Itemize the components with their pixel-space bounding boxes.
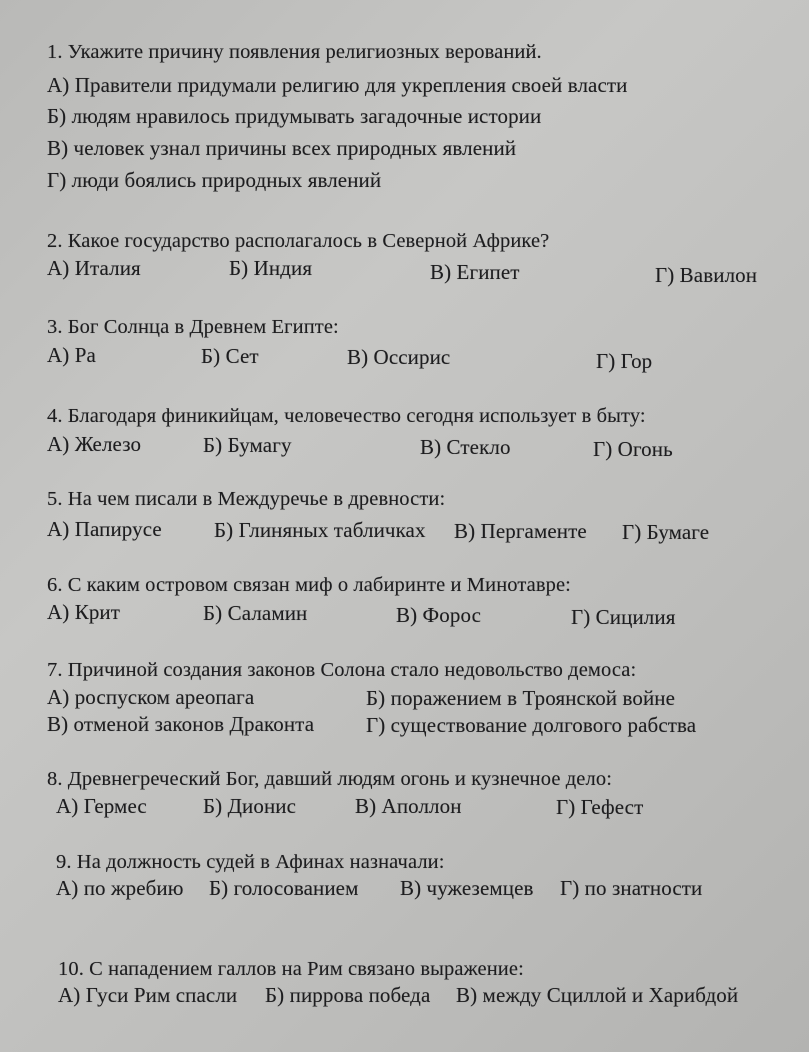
- question-6-option-d: Г) Сицилия: [571, 605, 676, 629]
- question-5-option-d: Г) Бумаге: [622, 520, 710, 544]
- question-4-option-d: Г) Огонь: [593, 437, 673, 461]
- question-8-text: 8. Древнегреческий Бог, давший людям огонь и кузнечное дело:: [47, 768, 612, 790]
- question-8-option-b: Б) Дионис: [203, 794, 297, 818]
- question-2-option-b: Б) Индия: [229, 256, 313, 280]
- question-4-text: 4. Благодаря финикийцам, человечество сегодня использует в быту:: [47, 405, 646, 427]
- question-7-option-c: В) отменой законов Драконта: [47, 712, 315, 736]
- question-9-option-c: В) чужеземцев: [400, 876, 534, 900]
- question-2-option-a: А) Италия: [47, 256, 141, 280]
- question-2-option-c: В) Египет: [430, 260, 520, 284]
- question-8-option-c: В) Аполлон: [355, 794, 462, 818]
- question-1-option-d: Г) люди боялись природных явлений: [47, 168, 382, 192]
- question-6-text: 6. С каким островом связан миф о лабиринте и Минотавре:: [47, 574, 571, 596]
- question-1-option-b: Б) людям нравилось придумывать загадочные истории: [47, 104, 542, 128]
- question-8-option-d: Г) Гефест: [556, 795, 644, 819]
- question-3-text: 3. Бог Солнца в Древнем Египте:: [47, 316, 339, 338]
- question-4-option-c: В) Стекло: [420, 435, 511, 459]
- question-1-text: 1. Укажите причину появления религиозных верований.: [47, 41, 542, 63]
- question-5-text: 5. На чем писали в Междуречье в древности:: [47, 488, 446, 510]
- question-5-option-a: А) Папирусе: [47, 517, 162, 541]
- question-2-option-d: Г) Вавилон: [655, 263, 758, 287]
- question-3-option-c: В) Оссирис: [347, 345, 451, 369]
- question-10-text: 10. С нападением галлов на Рим связано выражение:: [58, 958, 524, 980]
- question-3-option-a: А) Ра: [47, 343, 96, 367]
- question-10-option-b: Б) пиррова победа: [265, 983, 431, 1007]
- question-6-option-b: Б) Саламин: [203, 601, 308, 625]
- question-7-option-b: Б) поражением в Троянской войне: [366, 686, 676, 710]
- question-7-option-a: А) роспуском ареопага: [47, 685, 255, 709]
- question-2-text: 2. Какое государство располагалось в Северной Африке?: [47, 230, 550, 252]
- question-3-option-b: Б) Сет: [201, 344, 259, 368]
- question-9-text: 9. На должность судей в Афинах назначали:: [56, 851, 445, 873]
- question-6-option-c: В) Форос: [396, 603, 481, 627]
- question-1-option-a: А) Правители придумали религию для укрепления своей власти: [47, 73, 628, 97]
- question-4-option-b: Б) Бумагу: [203, 433, 292, 457]
- question-5-option-c: В) Пергаменте: [454, 519, 587, 543]
- question-8-option-a: А) Гермес: [56, 794, 147, 818]
- question-1-option-c: В) человек узнал причины всех природных явлений: [47, 136, 517, 160]
- question-7-text: 7. Причиной создания законов Солона стало недовольство демоса:: [47, 659, 637, 681]
- question-7-option-d: Г) существование долгового рабства: [366, 713, 697, 737]
- question-6-option-a: А) Крит: [47, 600, 121, 624]
- question-3-option-d: Г) Гор: [596, 349, 653, 373]
- question-10-option-a: А) Гуси Рим спасли: [58, 983, 238, 1007]
- question-10-option-c: В) между Сциллой и Харибдой: [456, 983, 739, 1007]
- question-5-option-b: Б) Глиняных табличках: [214, 518, 426, 542]
- question-9-option-d: Г) по знатности: [560, 876, 703, 900]
- question-9-option-b: Б) голосованием: [209, 876, 359, 900]
- question-9-option-a: А) по жребию: [56, 876, 184, 900]
- question-4-option-a: А) Железо: [47, 432, 142, 456]
